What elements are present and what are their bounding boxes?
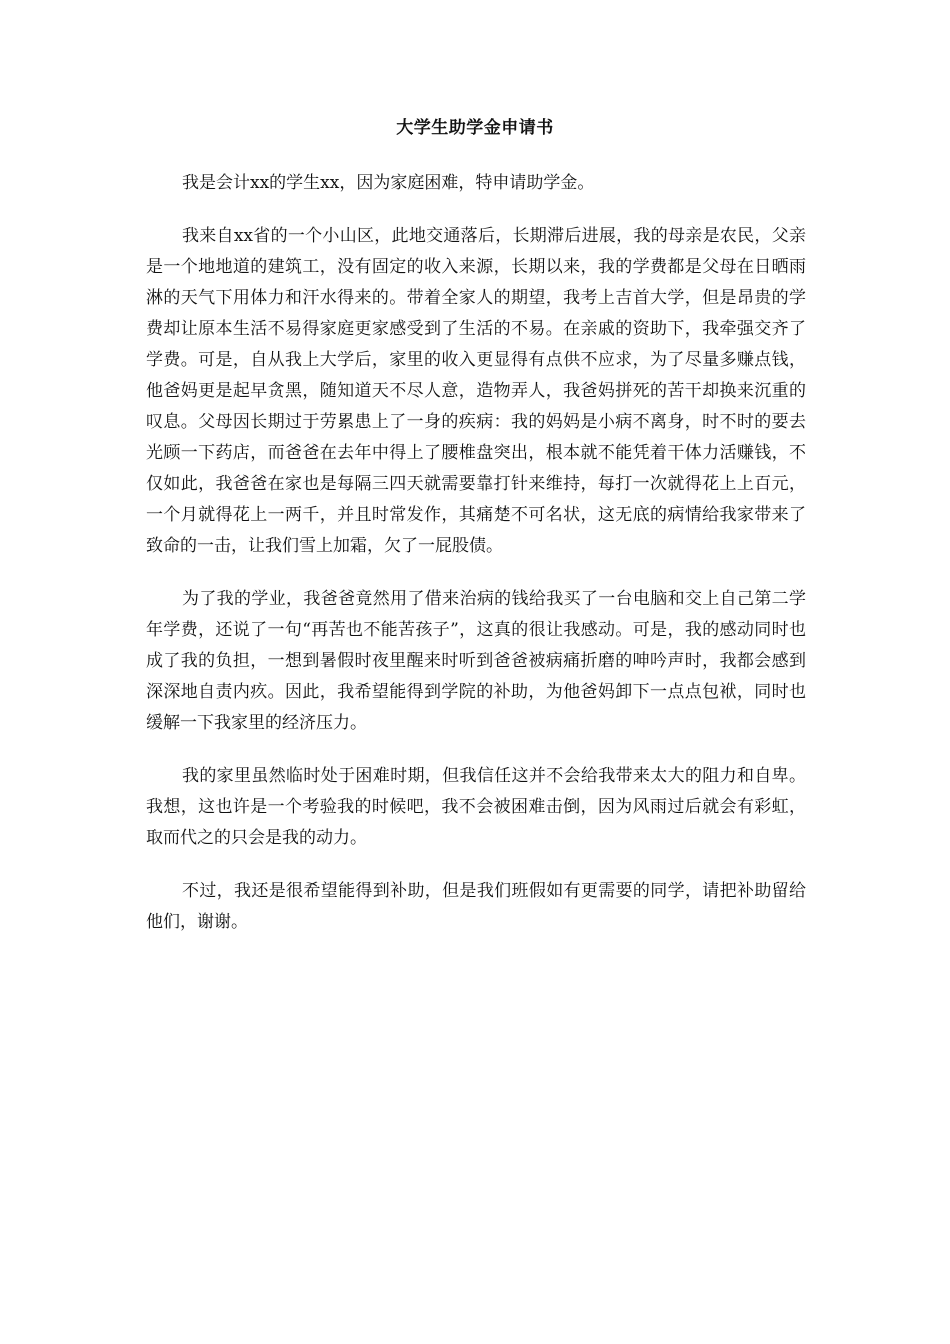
paragraph-1: 我是会计xx的学生xx，因为家庭困难，特申请助学金。 bbox=[182, 173, 595, 193]
paragraph-2: 我来自xx省的一个小山区，此地交通落后，长期滞后进展，我的母亲是农民，父亲是一个地地道的建筑工，没有固定的收入来源，长期以来，我的学费都是父母在日晒雨淋的天气下用体力和汗水得来的。带着全家人的期望，我考上吉首大学，但是昂贵的学费却让原本生活不易得家庭更家感受到了生活的不易。在亲戚的资助下，我牵强交齐了学费。可是，自从我上大学后，家里的收入更显得有点供不应求，为了尽量多赚点钱，他爸妈更是起早贪黑，随知道天不尽人意，造物弄人，我爸妈拼死的苦干却换来沉重的叹息。父母因长期过于劳累患上了一身的疾病：我的妈妈是小病不离身，时不时的要去光顾一下药店，而爸爸在去年中得上了腰椎盘突出，根本就不能凭着干体力活赚钱，不仅如此，我爸爸在家也是每隔三四天就需要靠打针来维持，每打一次就得花上上百元，一个月就得花上一两千，并且时常发作，其痛楚不可名状，这无底的病情给我家带来了致命的一击，让我们雪上加霜，欠了一屁股债。 bbox=[146, 226, 806, 556]
paragraph-3: 为了我的学业，我爸爸竟然用了借来治病的钱给我买了一台电脑和交上自己第二学年学费，还说了一句“再苦也不能苦孩子”，这真的很让我感动。可是，我的感动同时也成了我的负担，一想到暑假时夜里醒来时听到爸爸被病痛折磨的呻吟声时，我都会感到深深地自责内疚。因此，我希望能得到学院的补助，为他爸妈卸下一点点包袱，同时也缓解一下我家里的经济压力。 bbox=[146, 589, 806, 733]
document-body bbox=[146, 168, 806, 960]
document-title: 大学生助学金申请书 bbox=[396, 118, 554, 138]
paragraph-4: 我的家里虽然临时处于困难时期，但我信任这并不会给我带来太大的阻力和自卑。我想，这也许是一个考验我的时候吧，我不会被困难击倒，因为风雨过后就会有彩虹，取而代之的只会是我的动力。 bbox=[146, 766, 806, 848]
paragraph-5: 不过，我还是很希望能得到补助，但是我们班假如有更需要的同学，请把补助留给他们，谢谢。 bbox=[146, 881, 806, 932]
